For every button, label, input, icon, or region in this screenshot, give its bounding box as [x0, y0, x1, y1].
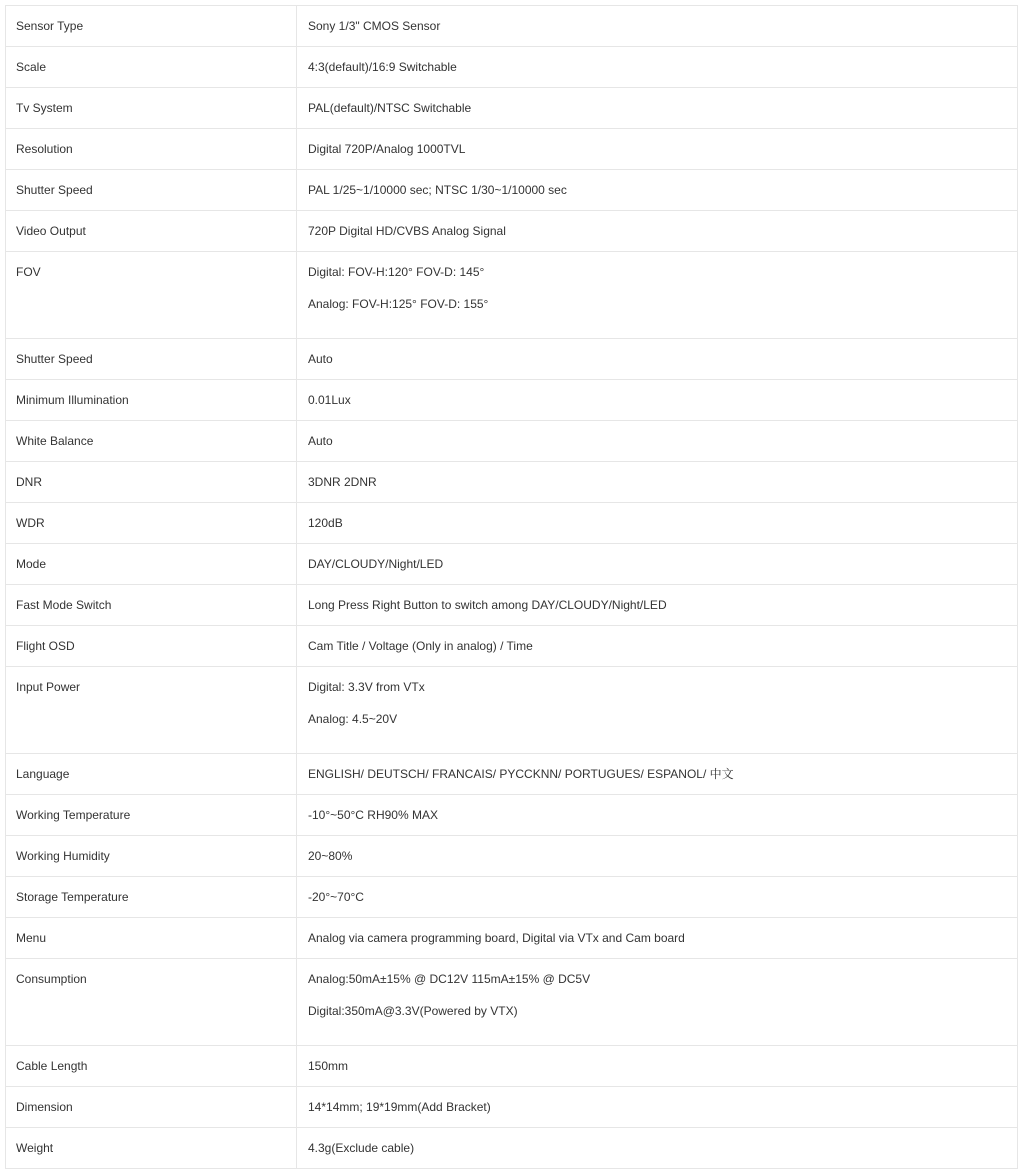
spec-value: Sony 1/3" CMOS Sensor: [308, 19, 441, 33]
spec-label: Weight: [16, 1141, 54, 1155]
spec-value-cell: [297, 6, 1018, 47]
spec-value: 120dB: [308, 516, 343, 530]
spec-row: [6, 380, 1018, 421]
spec-label-cell: [6, 1087, 297, 1128]
spec-label-cell: [6, 959, 297, 1046]
spec-value-cell: [297, 918, 1018, 959]
spec-label: Working Humidity: [16, 849, 110, 863]
spec-label: Dimension: [16, 1100, 73, 1114]
spec-row: [6, 211, 1018, 252]
spec-value: 20~80%: [308, 849, 353, 863]
spec-label: White Balance: [16, 434, 94, 448]
spec-row: [6, 88, 1018, 129]
spec-label-cell: [6, 88, 297, 129]
spec-value: 720P Digital HD/CVBS Analog Signal: [308, 224, 506, 238]
spec-row: [6, 1087, 1018, 1128]
spec-row: [6, 462, 1018, 503]
spec-label-cell: [6, 667, 297, 754]
spec-value-cell: [297, 380, 1018, 421]
spec-row: [6, 503, 1018, 544]
spec-value: 3DNR 2DNR: [308, 475, 377, 489]
spec-value-cell: [297, 1046, 1018, 1087]
spec-label: Flight OSD: [16, 639, 75, 653]
spec-row: [6, 1046, 1018, 1087]
spec-value-cell: [297, 544, 1018, 585]
spec-label-cell: [6, 380, 297, 421]
spec-value-cell: [297, 129, 1018, 170]
spec-label: Shutter Speed: [16, 352, 93, 366]
spec-table-body: [6, 6, 1018, 1169]
spec-table: [5, 5, 1018, 1169]
spec-label-cell: [6, 339, 297, 380]
spec-row: [6, 877, 1018, 918]
spec-value: PAL(default)/NTSC Switchable: [308, 101, 472, 115]
spec-value-cell: [297, 795, 1018, 836]
spec-label-cell: [6, 503, 297, 544]
spec-row: [6, 421, 1018, 462]
spec-label-cell: [6, 170, 297, 211]
spec-value: Auto: [308, 434, 333, 448]
spec-label-cell: [6, 211, 297, 252]
spec-value: Digital: 3.3V from VTx: [308, 680, 425, 694]
spec-value: Cam Title / Voltage (Only in analog) / Time: [308, 639, 533, 653]
spec-label-cell: [6, 754, 297, 795]
spec-label: Minimum Illumination: [16, 393, 129, 407]
spec-row: [6, 754, 1018, 795]
spec-value: Analog: 4.5~20V: [308, 712, 398, 726]
spec-label: Cable Length: [16, 1059, 88, 1073]
spec-value: DAY/CLOUDY/Night/LED: [308, 557, 444, 571]
spec-label: Input Power: [16, 680, 81, 694]
spec-value-cell: [297, 170, 1018, 211]
spec-value: ENGLISH/ DEUTSCH/ FRANCAIS/ PYCCKNN/ PORTUGUES/ ESPANOL/ 中文: [308, 767, 734, 781]
spec-label-cell: [6, 795, 297, 836]
spec-value: 4.3g(Exclude cable): [308, 1141, 415, 1155]
spec-value: PAL 1/25~1/10000 sec; NTSC 1/30~1/10000 sec: [308, 183, 567, 197]
spec-value-cell: [297, 877, 1018, 918]
spec-value-cell: [297, 836, 1018, 877]
spec-value-cell: [297, 754, 1018, 795]
spec-label-cell: [6, 836, 297, 877]
spec-row: [6, 170, 1018, 211]
spec-row: [6, 585, 1018, 626]
spec-value-cell: [297, 252, 1018, 339]
spec-label: Sensor Type: [16, 19, 84, 33]
spec-value-cell: [297, 88, 1018, 129]
spec-value: 14*14mm; 19*19mm(Add Bracket): [308, 1100, 491, 1114]
spec-label: Fast Mode Switch: [16, 598, 112, 612]
spec-value: 150mm: [308, 1059, 349, 1073]
spec-label: Language: [16, 767, 70, 781]
spec-label: Resolution: [16, 142, 73, 156]
spec-label: Working Temperature: [16, 808, 131, 822]
spec-row: [6, 6, 1018, 47]
spec-label-cell: [6, 626, 297, 667]
spec-value-cell: [297, 339, 1018, 380]
spec-row: [6, 626, 1018, 667]
spec-label-cell: [6, 877, 297, 918]
spec-value: Analog via camera programming board, Digital via VTx and Cam board: [308, 931, 685, 945]
spec-value-cell: [297, 1128, 1018, 1169]
spec-label-cell: [6, 252, 297, 339]
spec-value-cell: [297, 503, 1018, 544]
spec-label: Consumption: [16, 972, 87, 986]
spec-value-cell: [297, 585, 1018, 626]
spec-value: -10°~50°C RH90% MAX: [308, 808, 438, 822]
spec-value: -20°~70°C: [308, 890, 364, 904]
spec-label-cell: [6, 918, 297, 959]
spec-label-cell: [6, 544, 297, 585]
spec-value: 0.01Lux: [308, 393, 351, 407]
spec-row: [6, 544, 1018, 585]
spec-value-cell: [297, 211, 1018, 252]
spec-label-cell: [6, 1128, 297, 1169]
spec-label: WDR: [16, 516, 45, 530]
spec-value-cell: [297, 462, 1018, 503]
spec-label-cell: [6, 6, 297, 47]
spec-row: [6, 129, 1018, 170]
spec-value-cell: [297, 421, 1018, 462]
spec-row: [6, 252, 1018, 339]
spec-value-cell: [297, 959, 1018, 1046]
spec-label: Storage Temperature: [16, 890, 129, 904]
spec-label-cell: [6, 585, 297, 626]
spec-value: Auto: [308, 352, 333, 366]
spec-value-cell: [297, 626, 1018, 667]
spec-row: [6, 918, 1018, 959]
spec-value-cell: [297, 47, 1018, 88]
spec-value: 4:3(default)/16:9 Switchable: [308, 60, 457, 74]
spec-label-cell: [6, 47, 297, 88]
spec-row: [6, 795, 1018, 836]
spec-value-cell: [297, 1087, 1018, 1128]
spec-label: FOV: [16, 265, 41, 279]
spec-row: [6, 339, 1018, 380]
spec-value: Analog:50mA±15% @ DC12V 115mA±15% @ DC5V: [308, 972, 591, 986]
spec-value: Long Press Right Button to switch among DAY/CLOUDY/Night/LED: [308, 598, 667, 612]
spec-label-cell: [6, 462, 297, 503]
spec-label-cell: [6, 129, 297, 170]
spec-label: Menu: [16, 931, 47, 945]
spec-label: Mode: [16, 557, 47, 571]
spec-label-cell: [6, 1046, 297, 1087]
spec-row: [6, 1128, 1018, 1169]
spec-row: [6, 836, 1018, 877]
spec-label: DNR: [16, 475, 42, 489]
spec-value: Analog: FOV-H:125° FOV-D: 155°: [308, 297, 489, 311]
spec-label: Scale: [16, 60, 47, 74]
spec-row: [6, 667, 1018, 754]
spec-value-cell: [297, 667, 1018, 754]
spec-value: Digital 720P/Analog 1000TVL: [308, 142, 466, 156]
spec-value: Digital:350mA@3.3V(Powered by VTX): [308, 1004, 518, 1018]
spec-label: Shutter Speed: [16, 183, 93, 197]
spec-row: [6, 47, 1018, 88]
spec-value: Digital: FOV-H:120° FOV-D: 145°: [308, 265, 485, 279]
spec-row: [6, 959, 1018, 1046]
spec-label: Tv System: [16, 101, 73, 115]
spec-label: Video Output: [16, 224, 86, 238]
spec-label-cell: [6, 421, 297, 462]
